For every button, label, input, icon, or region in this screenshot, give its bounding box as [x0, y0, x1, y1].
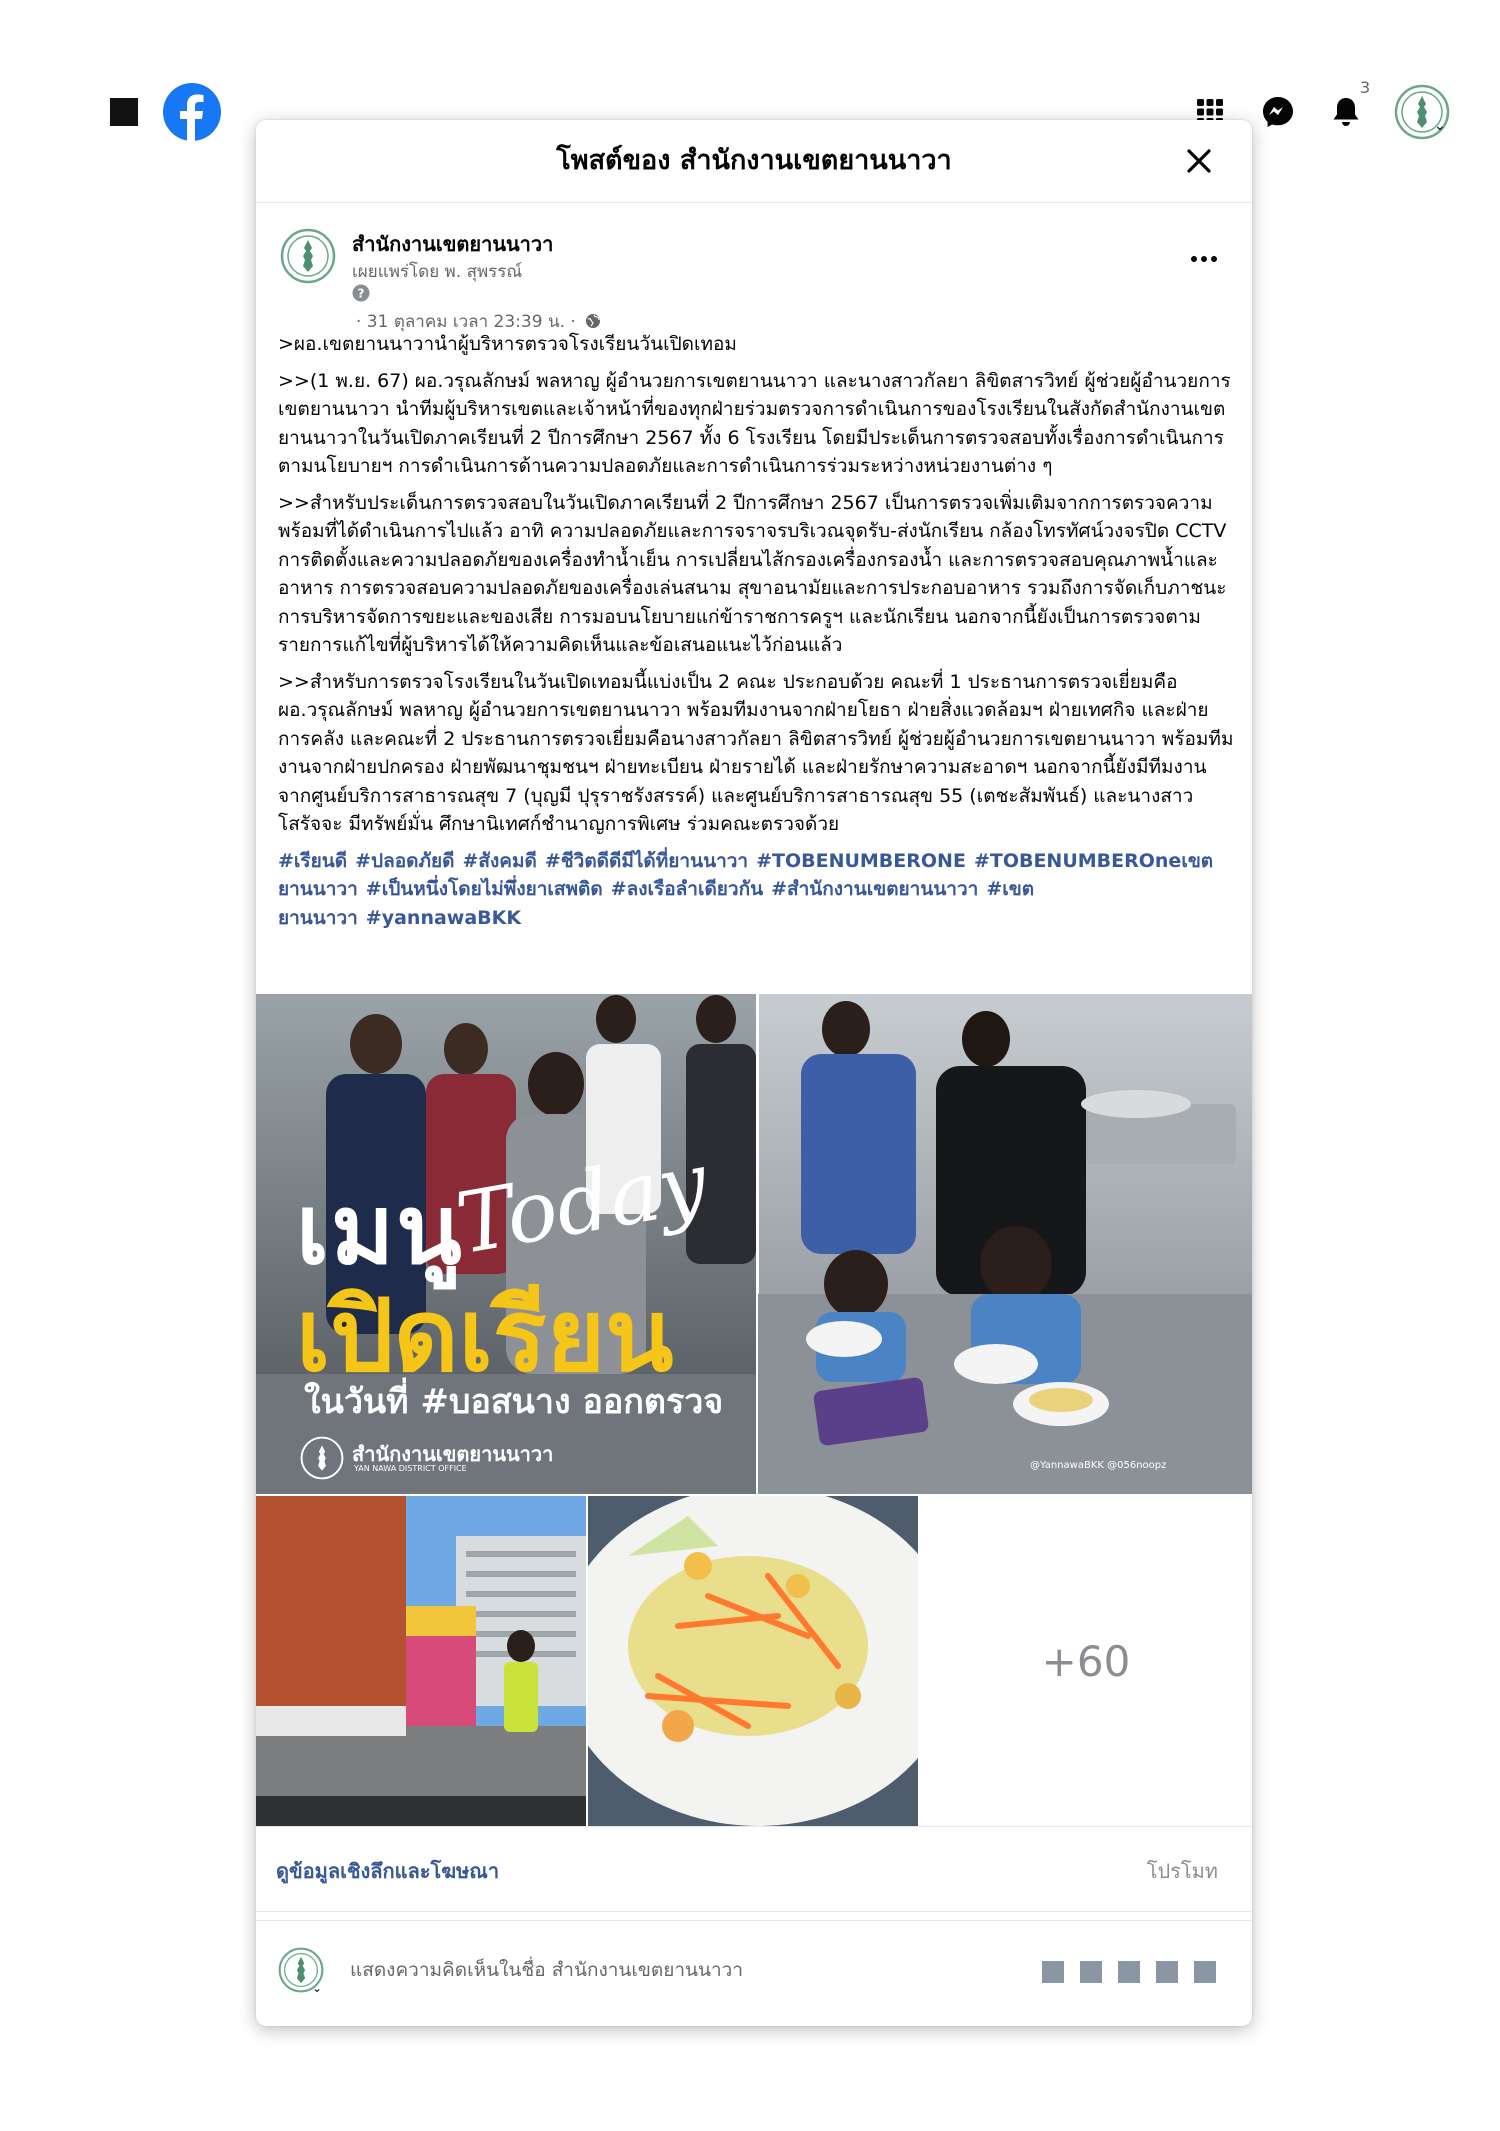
hashtag-link[interactable]: #เป็นหนึ่งโดยไม่พึ่งยาเสพติด	[365, 878, 603, 900]
photo-headline-2: เปิดเรียน	[296, 1277, 674, 1394]
post-header	[280, 224, 1230, 344]
more-photos-count: +60	[1041, 1636, 1131, 1686]
facebook-logo-icon[interactable]	[163, 83, 221, 141]
emoji-icon[interactable]	[1080, 1961, 1102, 1983]
hashtag-link[interactable]: #ชีวิตดีดีมีได้ที่ยานนาวา	[544, 849, 749, 872]
view-insights-link[interactable]: ดูข้อมูลเชิงลึกและโฆษณา	[276, 1859, 500, 1883]
comment-composer	[256, 1920, 1252, 2021]
account-chevron-down-icon[interactable]: ⌄	[1434, 118, 1446, 134]
insights-row	[256, 1826, 1252, 1912]
published-by[interactable]: เผยแพร่โดย พ. สุพรรณ์	[352, 262, 523, 282]
info-icon[interactable]	[352, 284, 370, 302]
hashtag-link[interactable]: #ปลอดภัยดี	[355, 849, 455, 872]
photo-grid	[256, 994, 1252, 1824]
gif-icon[interactable]	[1156, 1961, 1178, 1983]
photo-org-name-en: YAN NAWA DISTRICT OFFICE	[354, 1464, 467, 1473]
hashtag-link[interactable]: #yannawaBKK	[365, 906, 522, 929]
hashtag-link[interactable]: #สำนักงานเขตยานนาวา	[771, 878, 979, 900]
photo-subhead: ในวันที่ #บอสนาง ออกตรวจ	[304, 1382, 724, 1422]
post-body	[278, 330, 1234, 932]
district-seal-icon	[300, 1436, 344, 1480]
page-name[interactable]: สำนักงานเขตยานนาวา	[352, 232, 554, 256]
food-plate-illustration	[588, 1496, 918, 1826]
hashtag-link[interactable]: #เขตยานนาวา	[278, 878, 1035, 929]
hashtag-link[interactable]: #ลงเรือลำเดียวกัน	[610, 878, 764, 900]
post-paragraph: >>(1 พ.ย. 67) ผอ.วรุณลักษม์ พลหาญ ผู้อำนวยการเขตยานนาวา และนางสาวกัลยา ลิขิตสารวิทย์ ผู้ช่วยผู้อำนวยการเขตยานนาวา นำทีมผู้บริหารเขตและเจ้าหน้าที่ของทุกฝ่ายร่วมตรวจการดำเนินการของโรงเรียนในสังกัดสำนักงานเขตยานนาวาในวันเปิดภาคเรียนที่ 2 ปีการศึกษา 2567 ทั้ง 6 โรงเรียน โดยมีประเด็นการตรวจสอบทั้งเรื่องการดำเนินการตามนโยบายฯ การดำเนินการด้านความปลอดภัยและการดำเนินการร่วมระหว่างหน่วยงานต่าง ๆ	[278, 369, 1231, 477]
sticker-icon[interactable]	[1194, 1961, 1216, 1983]
svg-text:?: ?	[357, 286, 365, 301]
post-dialog	[256, 120, 1252, 2026]
photo-org-name: สำนักงานเขตยานนาวา	[352, 1442, 554, 1466]
comment-input[interactable]: แสดงความคิดเห็นในชื่อ สำนักงานเขตยานนาวา	[350, 1959, 743, 1981]
post-paragraph: >ผอ.เขตยานนาวานำผู้บริหารตรวจโรงเรียนวันเปิดเทอม	[278, 333, 737, 355]
menu-square-icon[interactable]	[110, 98, 138, 126]
close-icon[interactable]	[1180, 142, 1218, 180]
promote-button[interactable]: โปรโมท	[1146, 1859, 1218, 1883]
post-paragraph: >>สำหรับการตรวจโรงเรียนในวันเปิดเทอมนี้แบ่งเป็น 2 คณะ ประกอบด้วย คณะที่ 1 ประธานการตรวจเยี่ยมคือ ผอ.วรุณลักษม์ พลหาญ ผู้อำนวยการเขตยานนาวา พร้อมทีมงานจากฝ่ายโยธา ฝ่ายสิ่งแวดล้อมฯ ฝ่ายเทศกิจ และฝ่ายการคลัง และคณะที่ 2 ประธานการตรวจเยี่ยมคือนางสาวกัลยา ลิขิตสารวิทย์ ผู้ช่วยผู้อำนวยการเขตยานนาวา พร้อมทีมงานจากฝ่ายปกครอง ฝ่ายพัฒนาชุมชนฯ ฝ่ายทะเบียน ฝ่ายรายได้ และฝ่ายรักษาความสะอาดฯ นอกจากนี้ยังมีทีมงานจากศูนย์บริการสาธารณสุข 7 (บุญมี ปุรุราชรังสรรค์) และศูนย์บริการสาธารณสุข 55 (เตชะสัมพันธ์) และนางสาวโสรัจจะ มีทรัพย์มั่น ศึกษานิเทศก์ชำนาญการพิเศษ ร่วมคณะตรวจด้วย	[278, 670, 1234, 835]
globe-icon	[585, 313, 601, 329]
photo-social-handles: @YannawaBKK @056noopz	[1030, 1460, 1167, 1471]
photo-papaya-salad[interactable]	[588, 1496, 918, 1826]
hashtag-link[interactable]: #TOBENUMBERONE	[756, 849, 966, 872]
photo-headline-script: Today	[449, 1132, 714, 1274]
commenter-chevron-down-icon[interactable]: ⌄	[312, 1981, 323, 1995]
hashtag-link[interactable]: #TOBENUMBEROneเขตยานนาวา	[278, 849, 1214, 900]
hashtag-link[interactable]: #เรียนดี	[278, 849, 348, 872]
photo-headline-1: เมนู	[296, 1174, 464, 1286]
main-photo[interactable]	[256, 994, 1252, 1494]
notification-count: 3	[1360, 78, 1371, 97]
more-options-icon[interactable]	[1184, 244, 1224, 274]
camera-icon[interactable]	[1118, 1961, 1140, 1983]
dialog-title: โพสต์ของ สำนักงานเขตยานนาวา	[256, 120, 1252, 203]
post-paragraph: >>สำหรับประเด็นการตรวจสอบในวันเปิดภาคเรียนที่ 2 ปีการศึกษา 2567 เป็นการตรวจเพิ่มเติมจากการตรวจความพร้อมที่ได้ดำเนินการไปแล้ว อาทิ ความปลอดภัยและการจราจรบริเวณจุดรับ-ส่งนักเรียน กล้องโทรทัศน์วงจรปิด CCTV การติดตั้งและความปลอดภัยของเครื่องทำน้ำเย็น การเปลี่ยนไส้กรองเครื่องกรองน้ำ และการตรวจสอบคุณภาพน้ำและอาหาร การตรวจสอบความปลอดภัยของเครื่องเล่นสนาม สุขาอนามัยและการประกอบอาหาร รวมถึงการจัดเก็บภาชนะ การบริหารจัดการขยะและของเสีย การมอบนโยบายแก่ข้าราชการครูฯ และนักเรียน นอกจากนี้ยังเป็นการตรวจตามรายการแก้ไขที่ผู้บริหารได้ให้ความคิดเห็นและข้อเสนอแนะไว้ก่อนแล้ว	[278, 491, 1227, 656]
avatar-sticker-icon[interactable]	[1042, 1961, 1064, 1983]
school-gate-illustration	[256, 1496, 586, 1826]
comment-tool-icons	[1026, 1961, 1216, 1983]
post-timestamp[interactable]: · 31 ตุลาคม เวลา 23:39 น. ·	[356, 312, 576, 332]
hashtag-link[interactable]: #สังคมดี	[462, 849, 537, 872]
hashtag-list	[278, 847, 1234, 933]
more-photos-tile[interactable]	[920, 1496, 1252, 1826]
photo-school-gate[interactable]	[256, 1496, 586, 1826]
messenger-icon[interactable]	[1248, 82, 1308, 142]
page-avatar[interactable]	[280, 228, 336, 284]
